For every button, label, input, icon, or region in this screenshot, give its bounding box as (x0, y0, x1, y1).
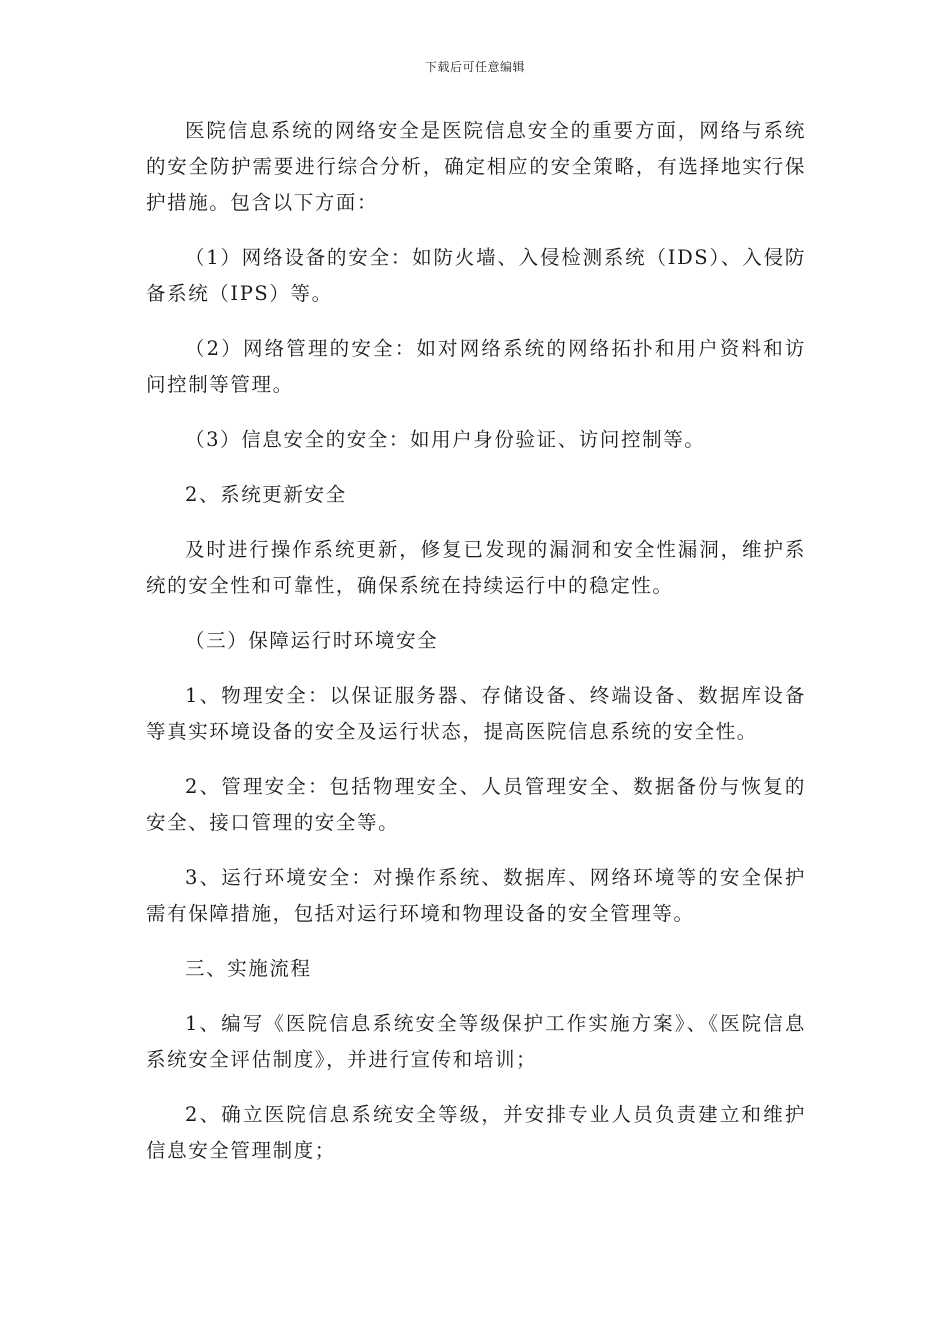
paragraph-item-1: （1）网络设备的安全：如防火墙、入侵检测系统（IDS）、入侵防备系统（IPS）等。 (146, 246, 806, 305)
paragraph-runtime-security: 3、运行环境安全：对操作系统、数据库、网络环境等的安全保护需有保障措施，包括对运行环境和物理设备的安全管理等。 (146, 866, 806, 925)
paragraph-item-3: （3）信息安全的安全：如用户身份验证、访问控制等。 (185, 428, 706, 451)
paragraph-intro: 医院信息系统的网络安全是医院信息安全的重要方面，网络与系统的安全防护需要进行综合分析，确定相应的安全策略，有选择地实行保护措施。包含以下方面： (146, 119, 806, 214)
heading-runtime-environment: （三）保障运行时环境安全 (185, 629, 439, 652)
heading-system-update: 2、系统更新安全 (185, 483, 347, 506)
paragraph-physical-security: 1、物理安全：以保证服务器、存储设备、终端设备、数据库设备等真实环境设备的安全及运行状态，提高医院信息系统的安全性。 (146, 684, 806, 743)
paragraph-process-step-1: 1、编写《医院信息系统安全等级保护工作实施方案》、《医院信息系统安全评估制度》，并进行宣传和培训； (146, 1012, 806, 1071)
paragraph-item-2: （2）网络管理的安全：如对网络系统的网络拓扑和用户资料和访问控制等管理。 (146, 337, 806, 396)
heading-implementation-process: 三、实施流程 (185, 957, 312, 980)
paragraph-process-step-2: 2、确立医院信息系统安全等级，并安排专业人员负责建立和维护信息安全管理制度； (146, 1103, 806, 1162)
document-body (146, 113, 806, 1188)
paragraph-management-security: 2、管理安全：包括物理安全、人员管理安全、数据备份与恢复的安全、接口管理的安全等。 (146, 775, 806, 834)
paragraph-system-update: 及时进行操作系统更新，修复已发现的漏洞和安全性漏洞，维护系统的安全性和可靠性，确保系统在持续运行中的稳定性。 (146, 538, 806, 597)
page-header: 下载后可任意编辑 (424, 60, 525, 74)
